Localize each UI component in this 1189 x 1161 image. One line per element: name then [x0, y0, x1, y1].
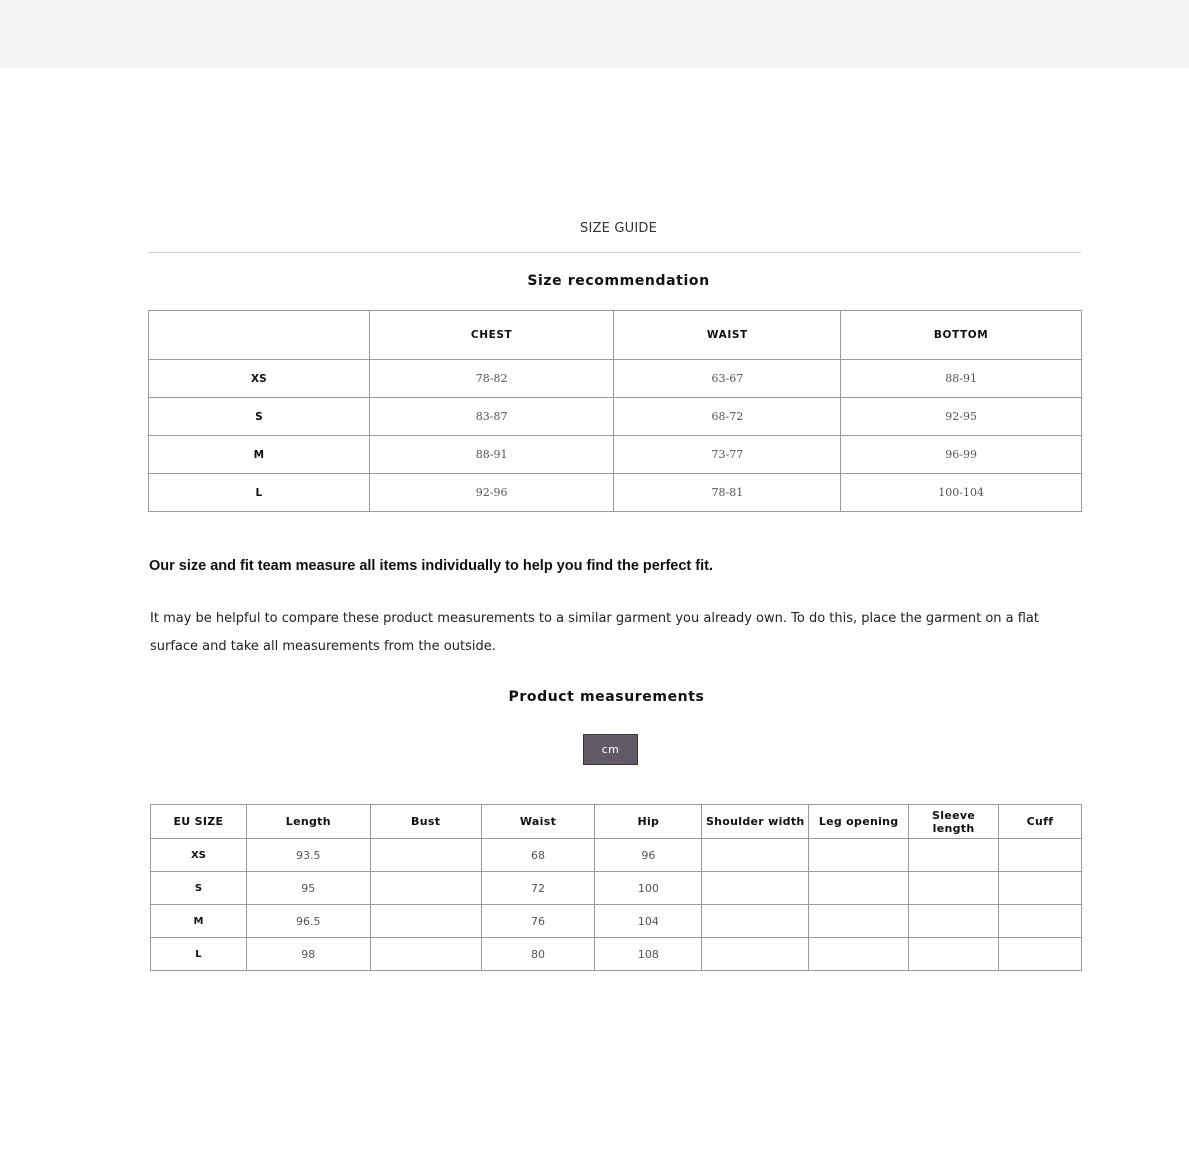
waist-cell: 68-72	[614, 398, 841, 436]
sleeve-length-cell	[909, 938, 999, 971]
hip-cell: 100	[595, 872, 702, 905]
size-recommendation-heading: Size recommendation	[527, 273, 710, 289]
top-bar	[0, 0, 1189, 68]
cuff-cell	[999, 839, 1082, 872]
waist-cell: 78-81	[614, 474, 841, 512]
bottom-cell: 96-99	[841, 436, 1082, 474]
column-header-waist: WAIST	[614, 311, 841, 360]
column-header-bust: Bust	[370, 805, 481, 839]
bottom-cell: 88-91	[841, 360, 1082, 398]
waist-cell: 80	[481, 938, 595, 971]
chest-cell: 83-87	[369, 398, 614, 436]
hip-cell: 108	[595, 938, 702, 971]
shoulder-width-cell	[702, 839, 809, 872]
sleeve-length-cell	[909, 839, 999, 872]
table-row	[151, 905, 1082, 938]
shoulder-width-cell	[702, 872, 809, 905]
chest-cell: 78-82	[369, 360, 614, 398]
bust-cell	[370, 839, 481, 872]
waist-cell: 73-77	[614, 436, 841, 474]
table-row	[149, 436, 1082, 474]
bust-cell	[370, 905, 481, 938]
table-row	[151, 839, 1082, 872]
size-cell: M	[151, 905, 247, 938]
chest-cell: 88-91	[369, 436, 614, 474]
shoulder-width-cell	[702, 905, 809, 938]
sleeve-length-cell	[909, 905, 999, 938]
leg-opening-cell	[809, 905, 909, 938]
column-header-leg-opening: Leg opening	[809, 805, 909, 839]
table-row	[149, 360, 1082, 398]
hip-cell: 104	[595, 905, 702, 938]
chest-cell: 92-96	[369, 474, 614, 512]
length-cell: 93.5	[246, 839, 370, 872]
waist-cell: 76	[481, 905, 595, 938]
size-cell: S	[151, 872, 247, 905]
size-cell: XS	[151, 839, 247, 872]
cuff-cell	[999, 905, 1082, 938]
product-measurements-table	[150, 804, 1082, 971]
waist-cell: 63-67	[614, 360, 841, 398]
leg-opening-cell	[809, 839, 909, 872]
size-cell: M	[149, 436, 370, 474]
bust-cell	[370, 872, 481, 905]
size-cell: L	[149, 474, 370, 512]
bottom-cell: 92-95	[841, 398, 1082, 436]
length-cell: 96.5	[246, 905, 370, 938]
table-row	[151, 938, 1082, 971]
size-recommendation-table	[148, 310, 1082, 512]
table-row	[149, 398, 1082, 436]
cuff-cell	[999, 872, 1082, 905]
column-header-shoulder-width: Shoulder width	[702, 805, 809, 839]
waist-cell: 72	[481, 872, 595, 905]
waist-cell: 68	[481, 839, 595, 872]
leg-opening-cell	[809, 938, 909, 971]
leg-opening-cell	[809, 872, 909, 905]
measurement-help-text: It may be helpful to compare these product measurements to a similar garment you already own. To do this, place the garment on a flat surface and take all measurements from the outside.	[150, 611, 1039, 654]
table-row	[151, 872, 1082, 905]
column-header-length: Length	[246, 805, 370, 839]
table-header-row	[151, 805, 1082, 839]
product-measurements-heading: Product measurements	[508, 689, 705, 705]
column-header-chest: CHEST	[369, 311, 614, 360]
bust-cell	[370, 938, 481, 971]
table-row	[149, 474, 1082, 512]
sleeve-length-cell	[909, 872, 999, 905]
size-cell: XS	[149, 360, 370, 398]
size-cell: L	[151, 938, 247, 971]
column-header-size	[149, 311, 370, 360]
hip-cell: 96	[595, 839, 702, 872]
table-header-row	[149, 311, 1082, 360]
title-divider	[148, 252, 1081, 253]
column-header-sleeve-length: Sleeve length	[909, 805, 999, 839]
size-cell: S	[149, 398, 370, 436]
length-cell: 98	[246, 938, 370, 971]
unit-cm-button[interactable]: cm	[583, 734, 638, 765]
column-header-waist: Waist	[481, 805, 595, 839]
column-header-cuff: Cuff	[999, 805, 1082, 839]
column-header-hip: Hip	[595, 805, 702, 839]
shoulder-width-cell	[702, 938, 809, 971]
column-header-eu-size: EU SIZE	[151, 805, 247, 839]
fit-note: Our size and fit team measure all items individually to help you find the perfect fit.	[149, 558, 713, 574]
length-cell: 95	[246, 872, 370, 905]
cuff-cell	[999, 938, 1082, 971]
page-title: SIZE GUIDE	[580, 221, 657, 236]
bottom-cell: 100-104	[841, 474, 1082, 512]
column-header-bottom: BOTTOM	[841, 311, 1082, 360]
